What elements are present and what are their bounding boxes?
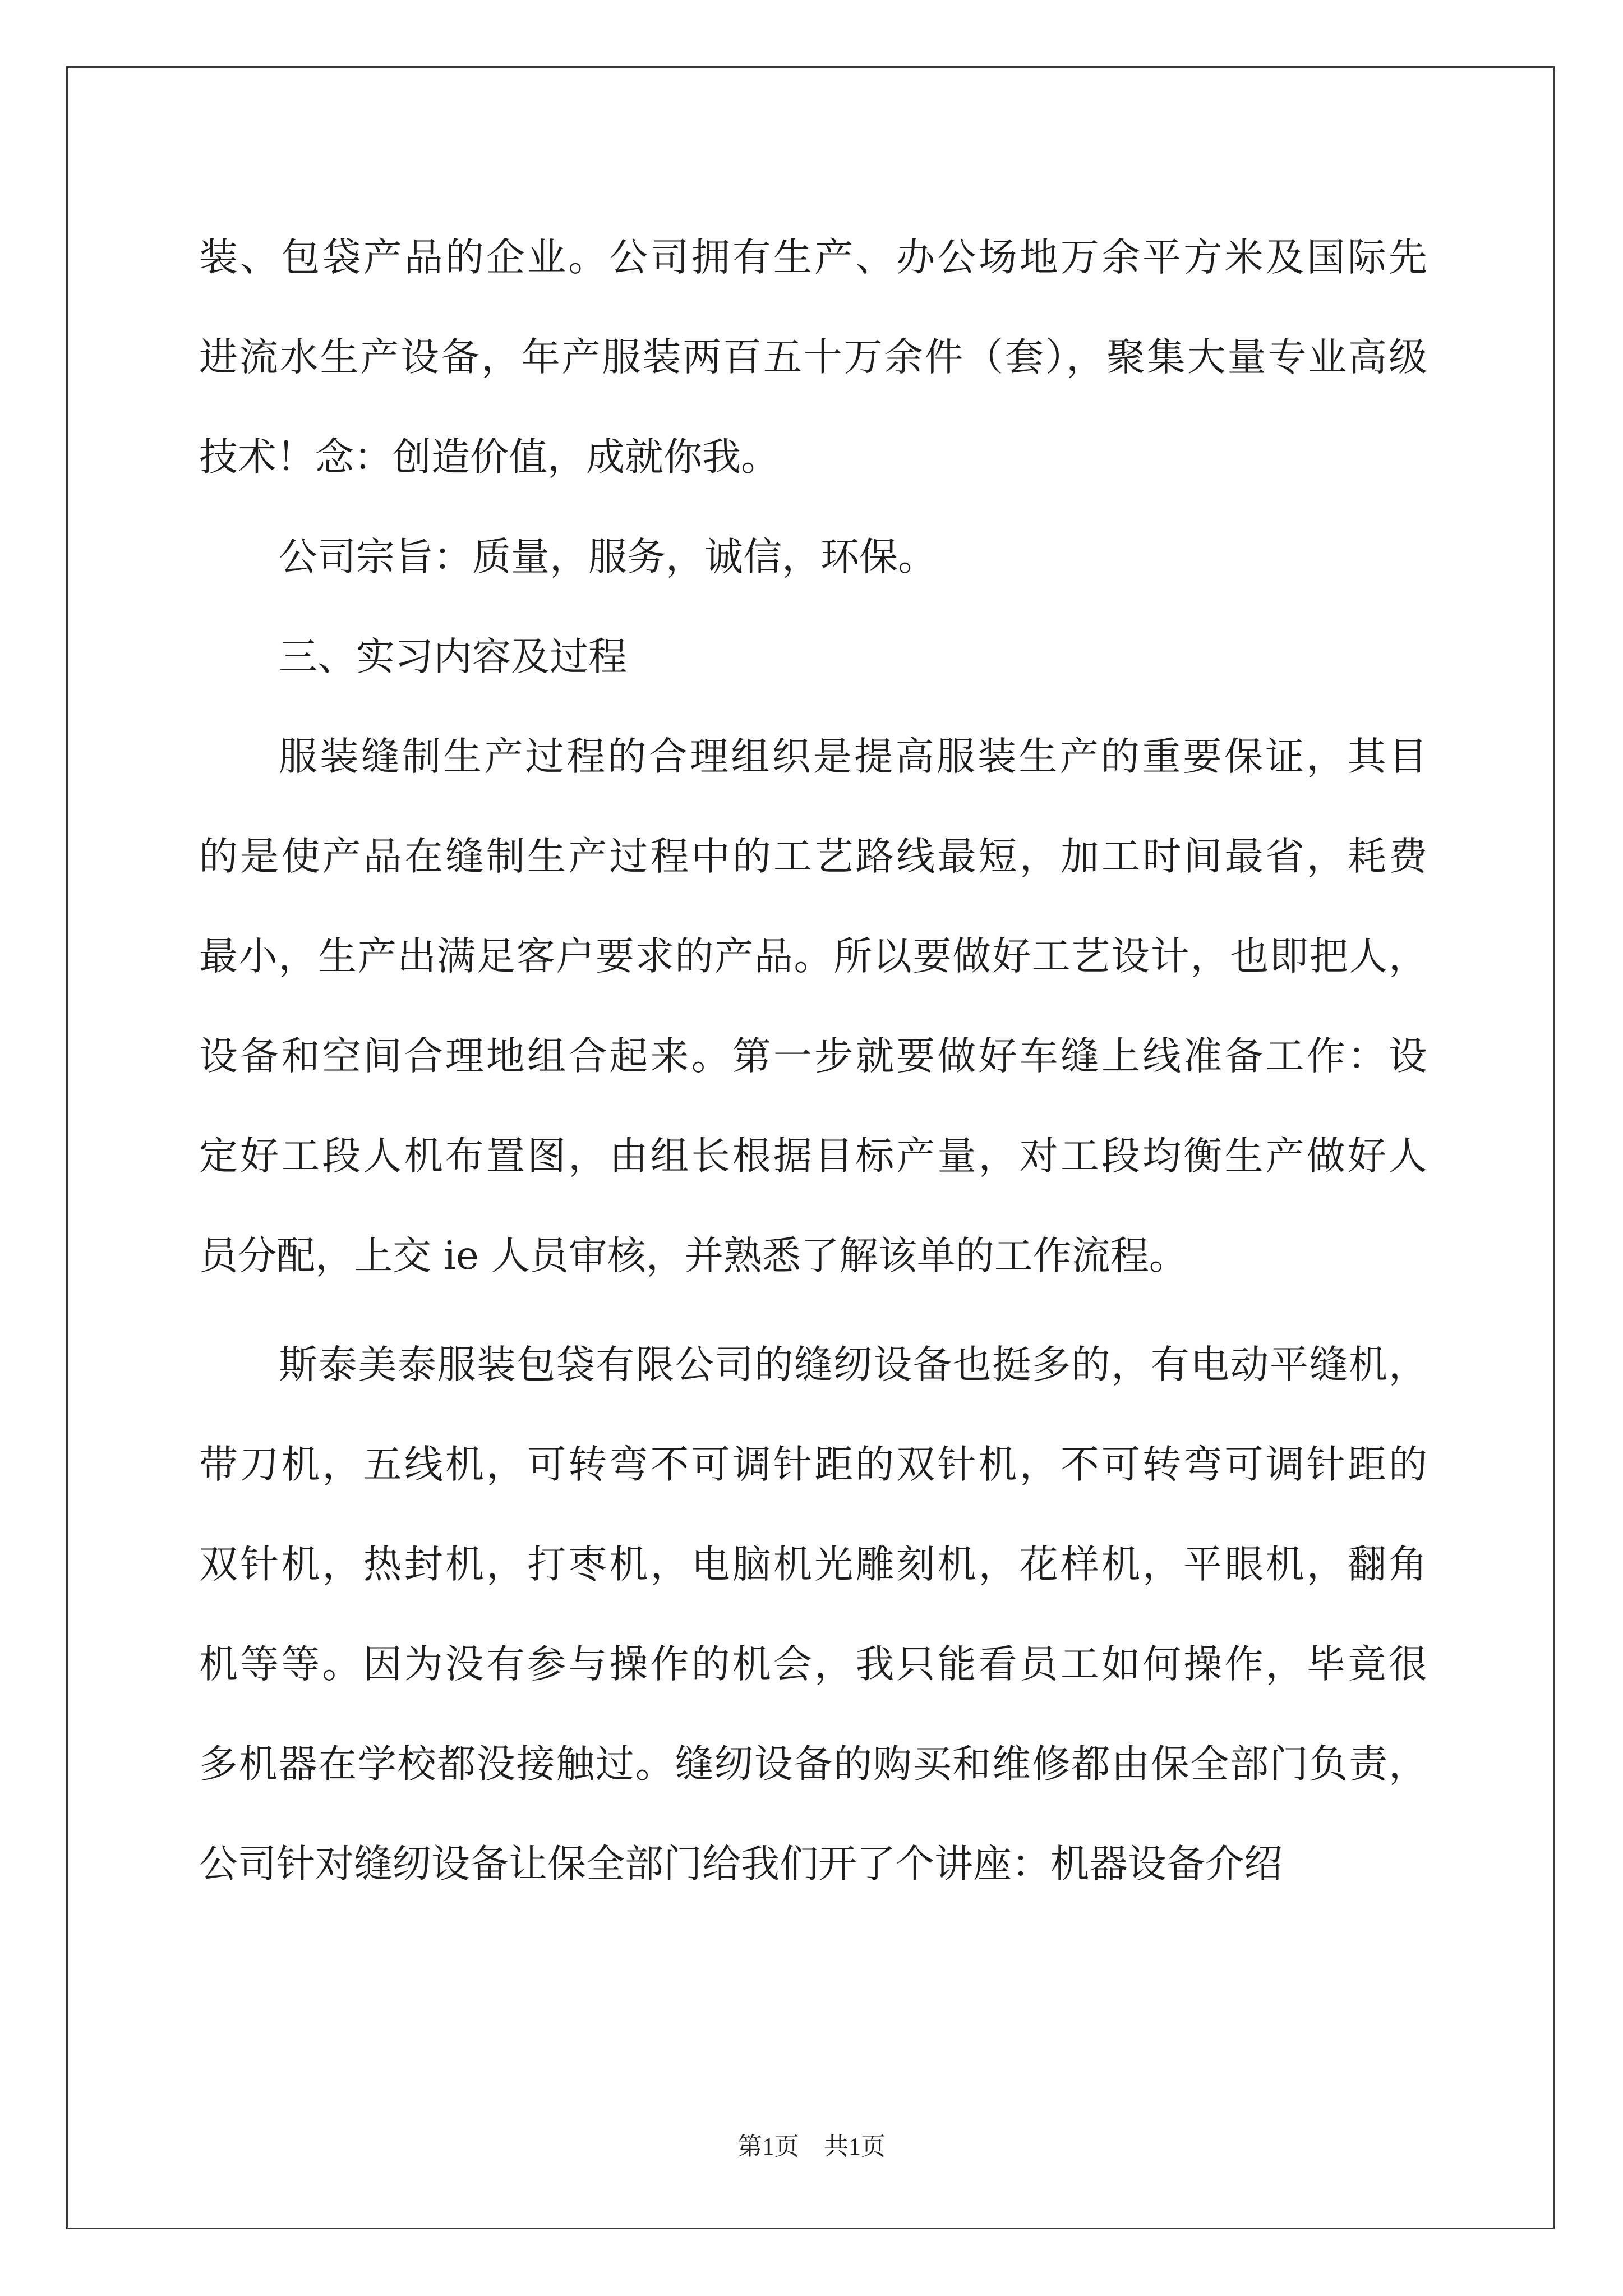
section-heading: 三、实习内容及过程 [279, 634, 627, 679]
text-line: 的是使产品在缝制生产过程中的工艺路线最短，加工时间最省，耗费 [199, 834, 1427, 879]
text-line: 定好工段人机布置图，由组长根据目标产量，对工段均衡生产做好人 [199, 1134, 1427, 1179]
text-line: 装、包袋产品的企业。公司拥有生产、办公场地万余平方米及国际先 [199, 235, 1427, 280]
text-line: 技术！念：创造价值，成就你我。 [199, 435, 780, 480]
text-line: 最小，生产出满足客户要求的产品。所以要做好工艺设计，也即把人， [199, 934, 1427, 979]
text-line: 多机器在学校都没接触过。缝纫设备的购买和维修都由保全部门负责， [199, 1742, 1427, 1787]
text-line: 机等等。因为没有参与操作的机会，我只能看员工如何操作，毕竟很 [199, 1642, 1427, 1687]
text-line: 进流水生产设备，年产服装两百五十万余件（套），聚集大量专业高级 [199, 335, 1427, 380]
text-line: 员分配，上交 ie 人员审核，并熟悉了解该单的工作流程。 [199, 1234, 1188, 1278]
document-body [199, 208, 1427, 1914]
page-number-footer: 第1页 共1页 [737, 2133, 886, 2160]
text-line: 带刀机，五线机，可转弯不可调针距的双针机，不可转弯可调针距的 [199, 1442, 1427, 1487]
text-line: 服装缝制生产过程的合理组织是提高服装生产的重要保证，其目 [279, 734, 1427, 779]
text-line: 双针机，热封机，打枣机，电脑机光雕刻机，花样机，平眼机，翻角 [199, 1542, 1427, 1587]
text-line: 设备和空间合理地组合起来。第一步就要做好车缝上线准备工作：设 [199, 1034, 1427, 1079]
text-line: 公司针对缝纫设备让保全部门给我们开了个讲座：机器设备介绍 [199, 1842, 1283, 1887]
text-line: 斯泰美泰服装包袋有限公司的缝纫设备也挺多的，有电动平缝机， [279, 1342, 1427, 1387]
company-purpose-line: 公司宗旨：质量，服务，诚信，环保。 [279, 535, 937, 579]
